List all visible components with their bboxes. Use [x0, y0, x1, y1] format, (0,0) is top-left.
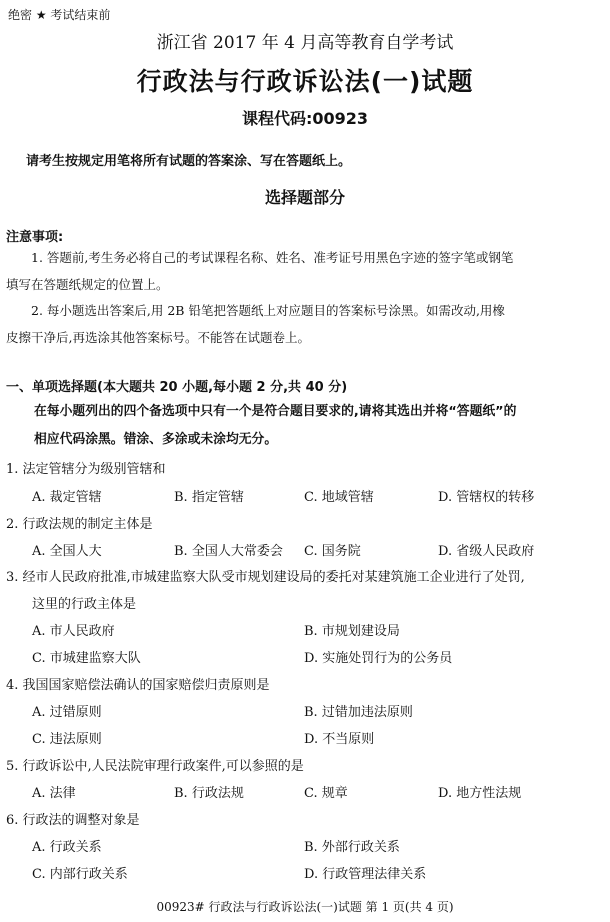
question-6-option-d: D. 行政管理法律关系 [304, 867, 427, 882]
question-2-option-d: D. 省级人民政府 [438, 544, 535, 559]
question-1-option-b: B. 指定管辖 [174, 490, 244, 505]
question-5-option-a: A. 法律 [32, 786, 76, 801]
question-2-option-b: B. 全国人大常委会 [174, 544, 283, 559]
note-item-2-line-2: 皮擦干净后,再选涂其他答案标号。不能答在试题卷上。 [6, 330, 310, 345]
question-3-stem-continued: 这里的行政主体是 [32, 597, 137, 612]
question-6-option-a: A. 行政关系 [32, 840, 102, 855]
part1-title: 一、单项选择题(本大题共 20 小题,每小题 2 分,共 40 分) [6, 380, 348, 395]
question-1-option-c: C. 地域管辖 [304, 490, 374, 505]
question-5-option-d: D. 地方性法规 [438, 786, 522, 801]
page-footer: 00923# 行政法与行政诉讼法(一)试题 第 1 页(共 4 页) [156, 900, 454, 914]
question-4-option-c: C. 违法原则 [32, 732, 102, 747]
question-3-option-a: A. 市人民政府 [32, 624, 115, 639]
section-title: 选择题部分 [264, 188, 345, 207]
question-4-option-d: D. 不当原则 [304, 732, 375, 747]
note-item-1-line-1: 1. 答题前,考生务必将自己的考试课程名称、姓名、准考证号用黑色字迹的签字笔或钢笔 [6, 250, 514, 265]
part1-description [34, 398, 516, 454]
question-4-option-b: B. 过错加违法原则 [304, 705, 413, 720]
question-2-option-c: C. 国务院 [304, 544, 361, 559]
question-2-stem: 2. 行政法规的制定主体是 [6, 517, 153, 532]
question-5-option-c: C. 规章 [304, 786, 348, 801]
exam-name: 浙江省 2017 年 4 月高等教育自学考试 [156, 33, 454, 53]
note-item-1-line-2: 填写在答题纸规定的位置上。 [6, 277, 169, 292]
course-code: 课程代码:00923 [241, 109, 369, 128]
question-5-stem: 5. 行政诉讼中,人民法院审理行政案件,可以参照的是 [6, 759, 304, 774]
question-1-option-d: D. 管辖权的转移 [438, 490, 535, 505]
question-6-option-b: B. 外部行政关系 [304, 840, 400, 855]
note-item-2 [6, 297, 505, 351]
instruction-text: 请考生按规定用笔将所有试题的答案涂、写在答题纸上。 [26, 154, 352, 169]
question-6-stem: 6. 行政法的调整对象是 [6, 813, 140, 828]
question-1-stem: 1. 法定管辖分为级别管辖和 [6, 462, 166, 477]
question-4-option-a: A. 过错原则 [32, 705, 102, 720]
note-item-2-line-1: 2. 每小题选出答案后,用 2B 铅笔把答题纸上对应题目的答案标号涂黑。如需改动,用橡 [6, 303, 505, 318]
question-3-option-b: B. 市规划建设局 [304, 624, 400, 639]
exam-title: 行政法与行政诉讼法(一)试题 [136, 67, 474, 96]
note-item-1 [6, 244, 513, 298]
question-5-option-b: B. 行政法规 [174, 786, 244, 801]
question-1-option-a: A. 裁定管辖 [32, 490, 102, 505]
question-3-stem: 3. 经市人民政府批准,市城建监察大队受市规划建设局的委托对某建筑施工企业进行了处罚, [6, 570, 525, 585]
question-3-option-c: C. 市城建监察大队 [32, 651, 141, 666]
question-3-option-d: D. 实施处罚行为的公务员 [304, 651, 453, 666]
part1-description-line-2: 相应代码涂黑。错涂、多涂或未涂均无分。 [34, 432, 278, 447]
part1-description-line-1: 在每小题列出的四个备选项中只有一个是符合题目要求的,请将其选出并将“答题纸”的 [34, 404, 517, 419]
question-2-option-a: A. 全国人大 [32, 544, 102, 559]
confidential-label: 绝密 ★ 考试结束前 [8, 8, 111, 22]
notes-title: 注意事项: [6, 230, 64, 245]
question-6-option-c: C. 内部行政关系 [32, 867, 128, 882]
question-4-stem: 4. 我国国家赔偿法确认的国家赔偿归责原则是 [6, 678, 270, 693]
